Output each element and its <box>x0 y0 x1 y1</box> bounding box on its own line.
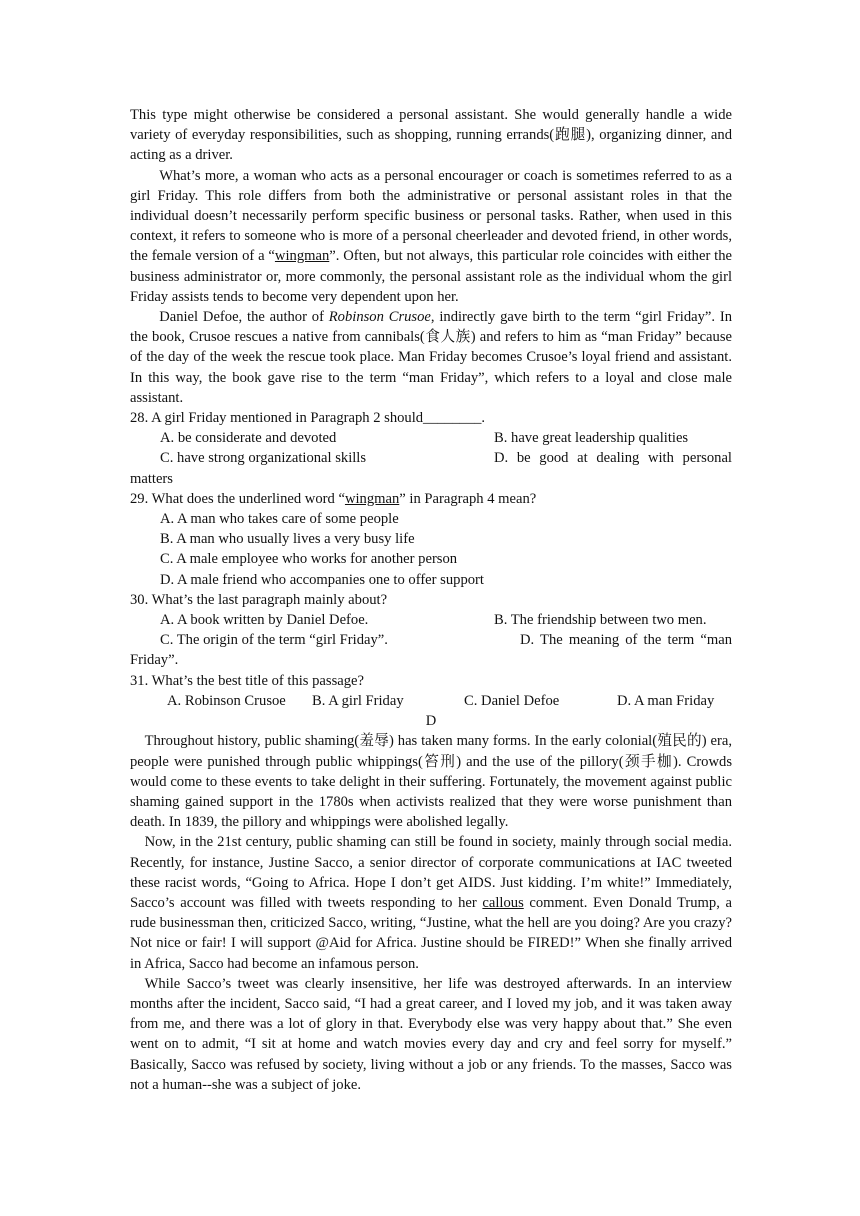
stem-text: ” in Paragraph 4 mean? <box>399 490 537 507</box>
paragraph-text: ”. Often, but not always, this particular role coincides with either the business administrator or, more commonly, the personal assistant role as the individual whom the girl Friday assists tends to become very dependent upon her. <box>130 248 732 305</box>
book-title: Robinson Crusoe <box>328 309 431 326</box>
option-b: B. A man who usually lives a very busy life <box>160 531 415 548</box>
option-d-continuation: matters <box>130 470 173 487</box>
stem-text: 29. What does the underlined word “ <box>130 490 345 507</box>
option-d: D. be good at dealing with personal <box>494 450 732 467</box>
underlined-word: wingman <box>344 490 400 507</box>
question-29-stem <box>130 489 732 509</box>
paragraph-text: comment. Even Donald Trump, a rude businessman then, criticized Sacco, writing, “Justine, what the hell are you doing? Are you crazy? Not nice or fair! I will support @Aid for Africa. Justine should be FIRED!” When she finally arrived in Africa, Sacco had become an infamous person. <box>130 894 732 972</box>
option-b: B. have great leadership qualities <box>494 430 689 447</box>
option-a: A. A man who takes care of some people <box>160 511 399 528</box>
option-b: B. A girl Friday <box>312 692 404 709</box>
option-d-continuation: Friday”. <box>130 652 179 669</box>
option-a: A. Robinson Crusoe <box>167 692 286 709</box>
option-d: D. The meaning of the term “man <box>520 632 732 649</box>
question-31-options <box>130 691 732 711</box>
option-c: C. A male employee who works for another person <box>160 551 458 568</box>
passage-d-paragraph-3: While Sacco’s tweet was clearly insensitive, her life was destroyed afterwards. In an interview months after the incident, Sacco said, “I had a great career, and I loved my job, and it was taken away from me, and there was a lot of glory in that. Everybody else was very happy about that.” She even went on to admit, “I sit at home and watch movies every day and cry and feel sorry for myself.” Basically, Sacco was refused by society, living without a job or any friends. To the masses, Sacco was not a human--she was a subject of joke. <box>130 975 732 1093</box>
document-page <box>130 105 732 1095</box>
paragraph-text: What’s more, a woman who acts as a personal encourager or coach is sometimes referred to as a girl Friday. This role differs from both the administrative or personal assistant roles in that the individual doesn’t necessarily perform specific business or personal tasks. Rather, when used in this context, it refers to someone who is more of a personal cheerleader and devoted friend, in other words, the female version of a “ <box>130 167 732 265</box>
passage-c-paragraph-1: This type might otherwise be considered a personal assistant. She would generally handle a wide variety of everyday responsibilities, such as shopping, running errands(跑腿), organizing dinner, and acting as a driver. <box>130 107 732 164</box>
option-c: C. The origin of the term “girl Friday”. <box>160 632 388 649</box>
section-heading: D <box>425 713 437 730</box>
option-a: A. A book written by Daniel Defoe. <box>160 612 369 629</box>
option-c: C. have strong organizational skills <box>160 450 367 467</box>
question-28-options-row-2 <box>130 448 732 468</box>
paragraph-text: , indirectly gave birth to the term “girl Friday”. In the book, Crusoe rescues a native from cannibals(食人族) and refers to him as “man Friday” because of the day of the week the rescue took place. Man Friday becomes Crusoe’s loyal friend and assistant. In this way, the book gave rise to the term “man Friday”, which refers to a loyal and close male assistant. <box>130 309 732 406</box>
question-28-options-row-1 <box>130 428 732 448</box>
question-28-stem: 28. A girl Friday mentioned in Paragraph 2 should________. <box>130 410 486 427</box>
option-d: D. A male friend who accompanies one to offer support <box>160 571 484 588</box>
question-30-options-row-2 <box>130 630 732 650</box>
underlined-word: callous <box>482 894 524 911</box>
passage-c-paragraph-2 <box>130 166 732 307</box>
question-31-stem: 31. What’s the best title of this passage? <box>130 672 364 689</box>
passage-d-paragraph-2 <box>130 832 732 973</box>
option-d: D. A man Friday <box>617 692 715 709</box>
passage-c-paragraph-3 <box>130 307 732 408</box>
option-c: C. Daniel Defoe <box>464 692 560 709</box>
paragraph-text: Daniel Defoe, the author of <box>159 309 329 326</box>
option-a: A. be considerate and devoted <box>160 430 337 447</box>
question-30-options-row-1 <box>130 610 732 630</box>
passage-d-paragraph-1: Throughout history, public shaming(羞辱) has taken many forms. In the early colonial(殖民的) era, people were punished through public whippings(笞刑) and the use of the pillory(颈手枷). Crowds would come to these events to take delight in their suffering. Fortunately, the movement against public shaming gained support in the 1780s when activists realized that they were worse punishment than death. In 1839, the pillory and whippings were abolished legally. <box>130 733 732 831</box>
paragraph-text: Now, in the 21st century, public shaming can still be found in society, mainly through social media. Recently, for instance, Justine Sacco, a senior director of corporate communications at IAC tweeted these racist words, “Going to Africa. Hope I don’t get AIDS. Just kidding. I’m white!” Immediately, Sacco’s account was filled with tweets responding to her <box>130 834 732 911</box>
underlined-word: wingman <box>274 248 330 265</box>
option-b: B. The friendship between two men. <box>494 612 707 629</box>
question-30-stem: 30. What’s the last paragraph mainly about? <box>130 591 388 608</box>
